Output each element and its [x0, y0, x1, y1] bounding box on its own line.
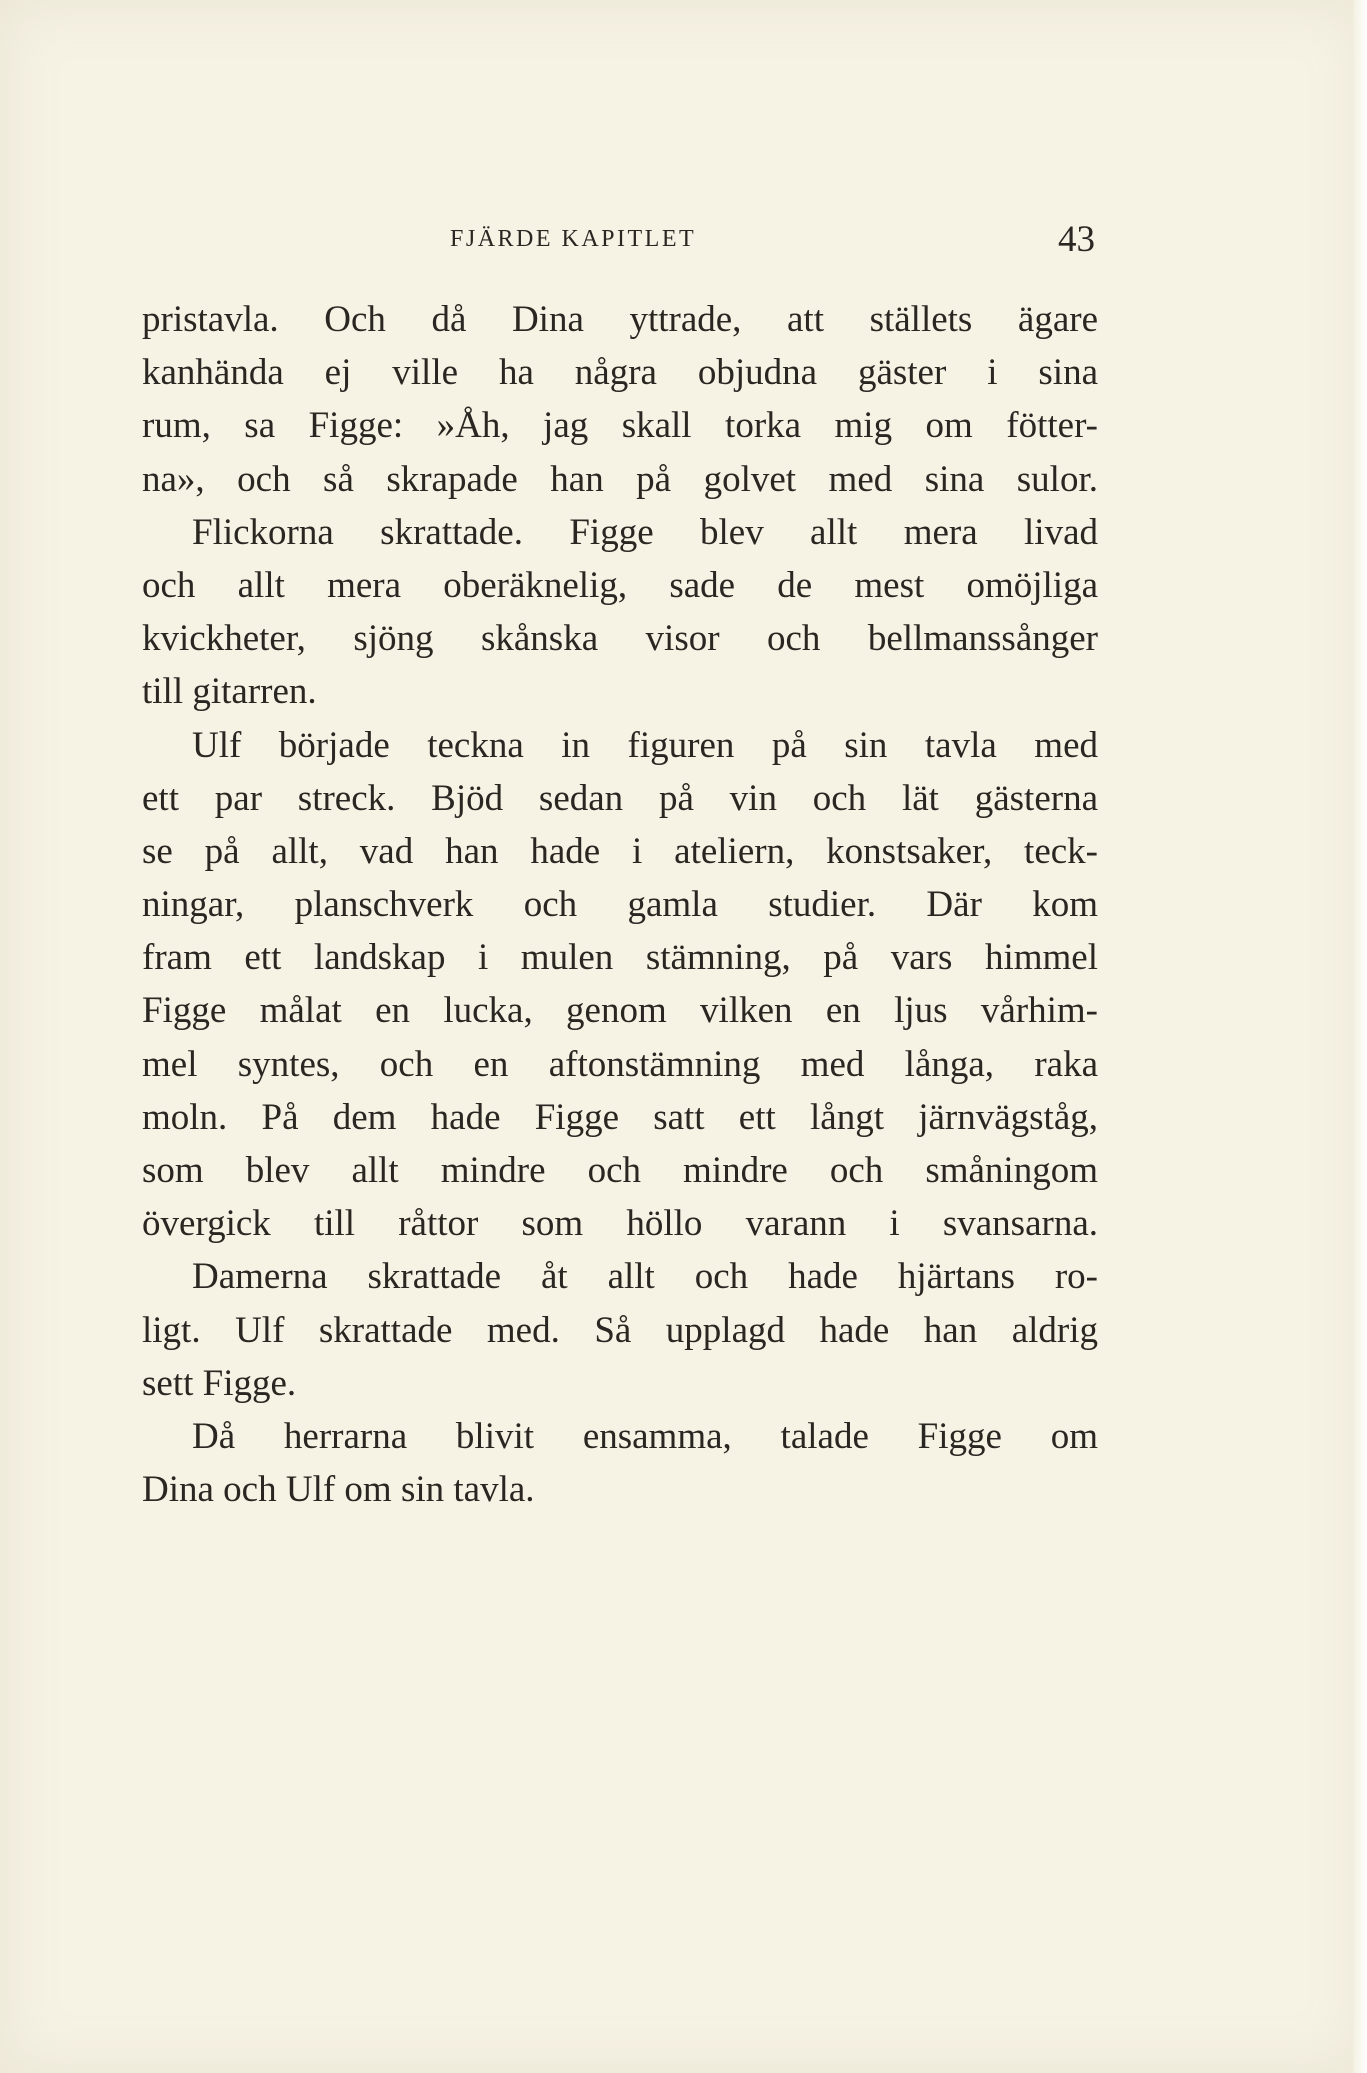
- text-line: pristavla. Och då Dina yttrade, att ställets ägare: [142, 299, 1098, 340]
- text-line: mel syntes, och en aftonstämning med långa, raka: [142, 1043, 1098, 1085]
- page-number: 43: [1058, 219, 1095, 260]
- text-line: Ulf började teckna in figuren på sin tavla med: [192, 724, 1098, 766]
- page-edge: [1353, 0, 1367, 2073]
- text-line: se på allt, vad han hade i ateliern, konstsaker, teck-: [142, 830, 1098, 872]
- text-line: Damerna skrattade åt allt och hade hjärtans ro-: [192, 1256, 1098, 1298]
- running-head: [145, 218, 1095, 262]
- text-line: na», och så skrapade han på golvet med sina sulor.: [142, 458, 1098, 500]
- text-line: som blev allt mindre och mindre och småningom: [142, 1150, 1098, 1191]
- text-line: Då herrarna blivit ensamma, talade Figge om: [192, 1415, 1098, 1457]
- text-line: moln. På dem hade Figge satt ett långt järnvägståg,: [142, 1096, 1098, 1138]
- text-line: sett Figge.: [142, 1362, 297, 1404]
- chapter-title: FJÄRDE KAPITLET: [450, 226, 697, 252]
- text-line: och allt mera oberäknelig, sade de mest omöjliga: [142, 564, 1098, 606]
- text-line: rum, sa Figge: »Åh, jag skall torka mig om fötter-: [142, 405, 1098, 447]
- text-line: Dina och Ulf om sin tavla.: [142, 1469, 535, 1511]
- text-line: kanhända ej ville ha några objudna gäster i sina: [142, 352, 1098, 394]
- text-line: till gitarren.: [142, 671, 317, 713]
- body-text: [142, 293, 1098, 1516]
- text-line: ligt. Ulf skrattade med. Så upplagd hade han aldrig: [142, 1309, 1098, 1351]
- text-line: Flickorna skrattade. Figge blev allt mera livad: [192, 511, 1098, 553]
- text-line: fram ett landskap i mulen stämning, på vars himmel: [142, 937, 1098, 979]
- text-line: Figge målat en lucka, genom vilken en ljus vårhim-: [142, 990, 1098, 1032]
- text-line: övergick till råttor som höllo varann i svansarna.: [142, 1203, 1098, 1245]
- text-line: kvickheter, sjöng skånska visor och bellmanssånger: [142, 618, 1098, 660]
- text-line: ningar, planschverk och gamla studier. Där kom: [142, 884, 1098, 926]
- text-line: ett par streck. Bjöd sedan på vin och lät gästerna: [142, 777, 1098, 819]
